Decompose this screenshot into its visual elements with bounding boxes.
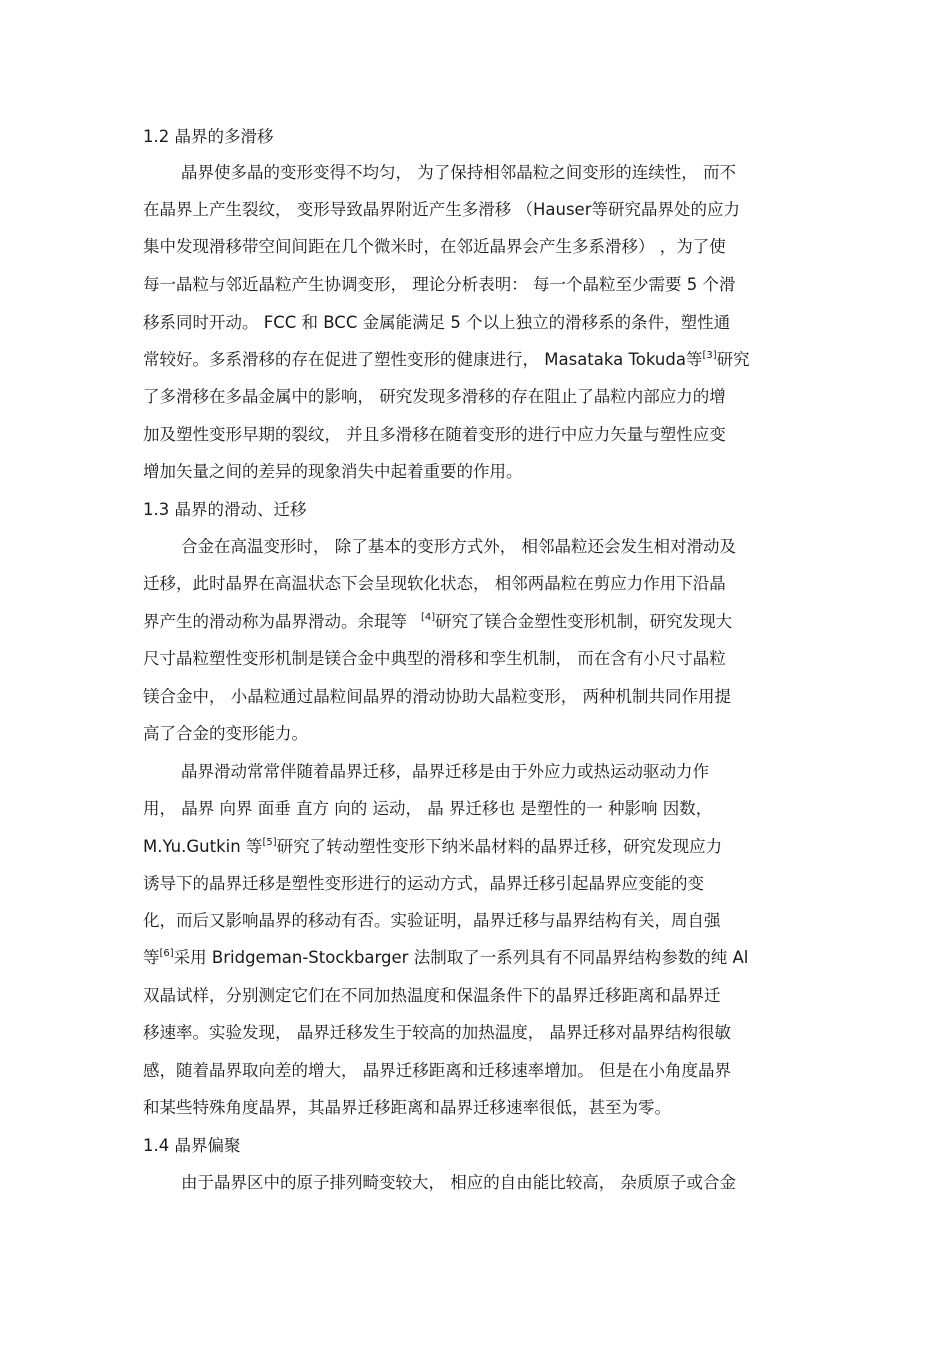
paragraph-line: 迁移，此时晶界在高温状态下会呈现软化状态， 相邻两晶粒在剪应力作用下沿晶 bbox=[143, 574, 726, 593]
line-text: 常较好。多系滑移的存在促进了塑性变形的健康进行， Masataka Tokuda等 bbox=[143, 350, 703, 369]
paragraph-line bbox=[143, 345, 807, 375]
line-text: 采用 Bridgeman-Stockbarger 法制取了一系列具有不同晶界结构参数的纯 Al bbox=[173, 948, 749, 967]
paragraph-line: 加及塑性变形早期的裂纹， 并且多滑移在随着变形的进行中应力矢量与塑性应变 bbox=[143, 425, 726, 444]
section-heading-1-4: 1.4 晶界偏聚 bbox=[143, 1136, 241, 1155]
section-heading-1-2: 1.2 晶界的多滑移 bbox=[143, 127, 274, 146]
paragraph-line: 用， 晶界 向界 面垂 直方 向的 运动， 晶 界迁移也 是塑性的一 种影响 因数， bbox=[143, 799, 713, 818]
citation-ref: [3] bbox=[702, 350, 717, 361]
paragraph-line: 尺寸晶粒塑性变形机制是镁合金中典型的滑移和孪生机制， 而在含有小尺寸晶粒 bbox=[143, 649, 726, 668]
line-text: M.Yu.Gutkin 等 bbox=[143, 837, 263, 856]
line-text: 界产生的滑动称为晶界滑动。余琨等 bbox=[143, 612, 407, 631]
paragraph-line: 诱导下的晶界迁移是塑性变形进行的运动方式，晶界迁移引起晶界应变能的变 bbox=[143, 874, 704, 893]
paragraph-line: 增加矢量之间的差异的现象消失中起着重要的作用。 bbox=[143, 462, 523, 481]
paragraph-line: 镁合金中， 小晶粒通过晶粒间晶界的滑动协助大晶粒变形， 两种机制共同作用提 bbox=[143, 687, 731, 706]
citation-ref: [6] bbox=[159, 948, 174, 959]
paragraph-line: 晶界使多晶的变形变得不均匀， 为了保持相邻晶粒之间变形的连续性， 而不 bbox=[181, 163, 736, 182]
paragraph-line bbox=[143, 943, 807, 973]
paragraph-line bbox=[143, 832, 807, 862]
paragraph-line: 双晶试样，分别测定它们在不同加热温度和保温条件下的晶界迁移距离和晶界迁 bbox=[143, 986, 721, 1005]
paragraph-line: 合金在高温变形时， 除了基本的变形方式外， 相邻晶粒还会发生相对滑动及 bbox=[181, 537, 736, 556]
paragraph-line: 由于晶界区中的原子排列畸变较大， 相应的自由能比较高， 杂质原子或合金 bbox=[181, 1173, 736, 1192]
paragraph-line: 每一晶粒与邻近晶粒产生协调变形， 理论分析表明： 每一个晶粒至少需要 5 个滑 bbox=[143, 275, 736, 294]
line-text: 研究了转动塑性变形下纳米晶材料的晶界迁移，研究发现应力 bbox=[276, 837, 723, 856]
paragraph-line: 在晶界上产生裂纹， 变形导致晶界附近产生多滑移 （Hauser等研究晶界处的应力 bbox=[143, 200, 740, 219]
paragraph-line: 了多滑移在多晶金属中的影响， 研究发现多滑移的存在阻止了晶粒内部应力的增 bbox=[143, 387, 726, 406]
paragraph-line: 感，随着晶界取向差的增大， 晶界迁移距离和迁移速率增加。 但是在小角度晶界 bbox=[143, 1061, 731, 1080]
line-text: 等 bbox=[143, 948, 160, 967]
paragraph-line: 晶界滑动常常伴随着晶界迁移，晶界迁移是由于外应力或热运动驱动力作 bbox=[181, 762, 709, 781]
paragraph-line: 集中发现滑移带空间间距在几个微米时，在邻近晶界会产生多系滑移） ，为了使 bbox=[143, 237, 726, 256]
paragraph-line: 移系同时开动。 FCC 和 BCC 金属能满足 5 个以上独立的滑移系的条件，塑性通 bbox=[143, 313, 731, 332]
line-text: 研究了镁合金塑性变形机制，研究发现大 bbox=[435, 612, 733, 631]
paragraph-line bbox=[143, 607, 807, 637]
paragraph-line: 和某些特殊角度晶界，其晶界迁移距离和晶界迁移速率很低，甚至为零。 bbox=[143, 1098, 671, 1117]
paragraph-line: 移速率。实验发现， 晶界迁移发生于较高的加热温度， 晶界迁移对晶界结构很敏 bbox=[143, 1023, 731, 1042]
section-heading-1-3: 1.3 晶界的滑动、迁移 bbox=[143, 500, 307, 519]
citation-ref: [4] bbox=[421, 612, 436, 623]
line-text: 研究 bbox=[716, 350, 750, 369]
paragraph-line: 化，而后又影响晶界的移动有否。实验证明，晶界迁移与晶界结构有关，周自强 bbox=[143, 911, 721, 930]
paragraph-line: 高了合金的变形能力。 bbox=[143, 724, 308, 743]
citation-ref: [5] bbox=[262, 837, 277, 848]
